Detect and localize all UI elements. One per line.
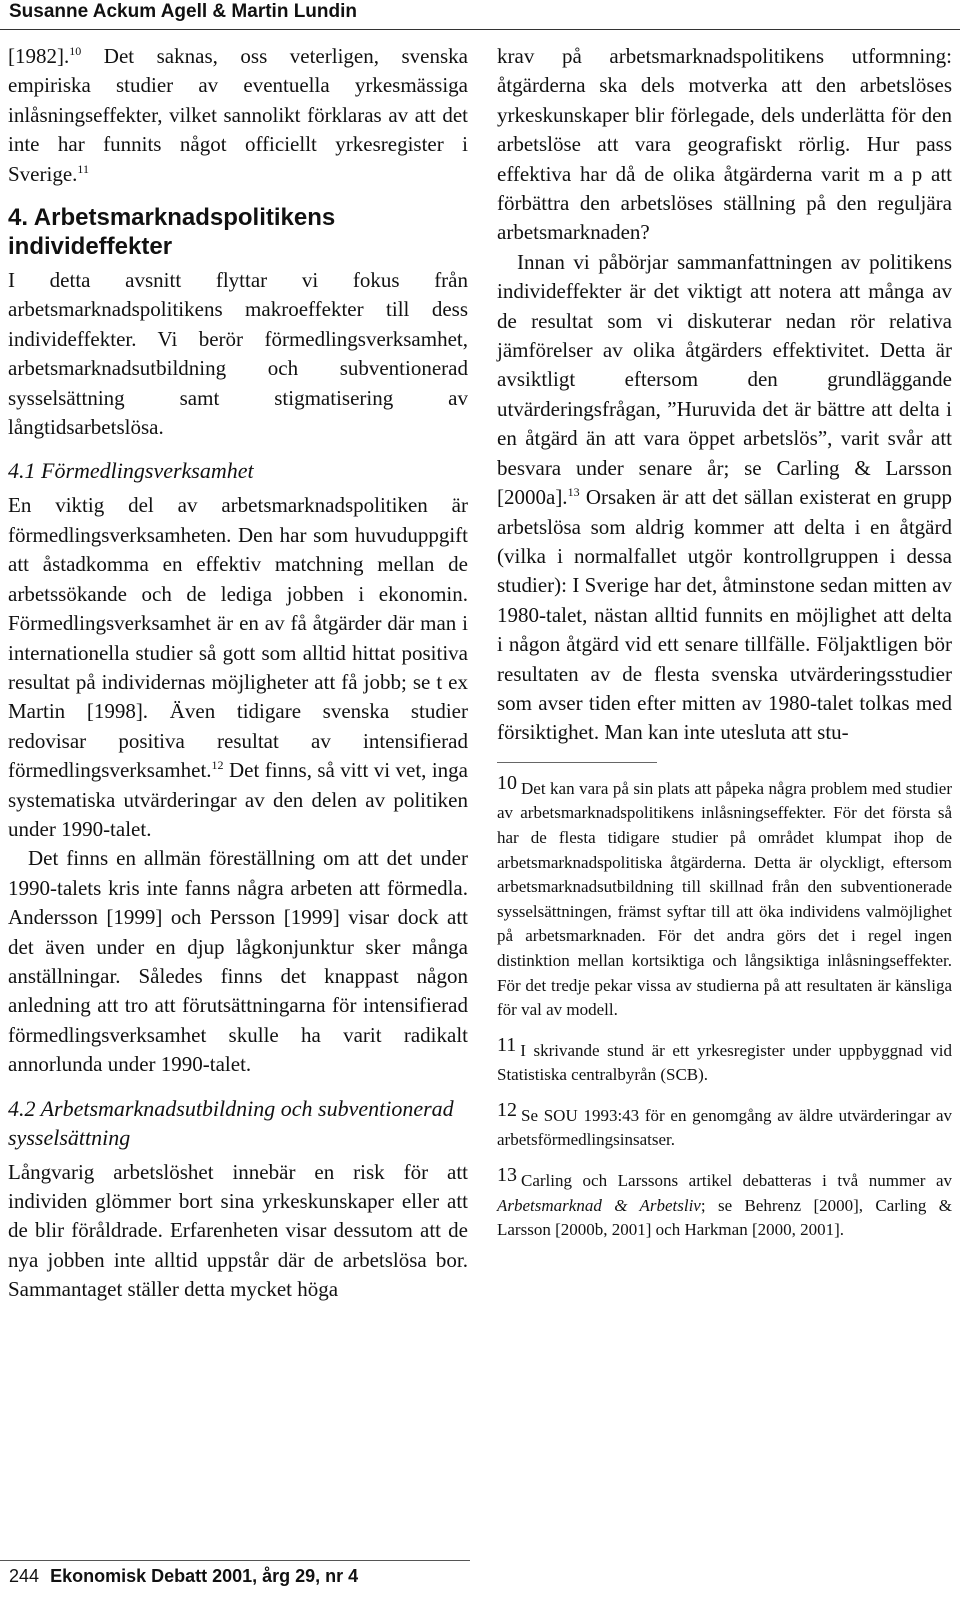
footnote-rule xyxy=(497,762,657,763)
footer-rule xyxy=(0,1560,470,1561)
subsection41-paragraph-1: En viktig del av arbetsmarknadspolitiken är förmedlingsverksamheten. Den har som huvuduppgift att åstadkomma en effektiv matchning mellan de arbetssökande och de lediga jobben i ekonomin. Förmedlingsverksamhet är en av få åtgärder där man i internationella studier så gott som alltid hittat positiva resultat på individernas möjligheter att få jobb; se t ex Martin [1998]. Även tidigare svenska studier redovisar positiva resultat av intensifierad förmedlingsverksamhet.$^{12}$ Det finns, så vitt vi vet, inga systematiska utvärderingar av den delen av politiken under 1990-talet. xyxy=(8,493,468,841)
intro-paragraph: [1982].$^{10}$ Det saknas, oss veterligen, svenska empiriska studier av eventuella yrkesmässiga inlåsningseffekter, vilket sannolikt förklaras av att det inte har funnits något officiellt yrkesregister i Sverige.$^{11}$ xyxy=(8,44,468,186)
page-footer xyxy=(9,1566,358,1587)
footnote-ref-10: 10 xyxy=(69,44,82,58)
continued-paragraph: krav på arbetsmarknadspolitikens utformning: åtgärderna ska dels motverka att den arbetslöses yrkeskunskaper blir förlegade, dels underlätta för den arbetslöse att vara geografiskt rörlig. Hur pass effektiva har då de olika åtgärderna varit m a p att förbättra den arbetslöses ställning på den reguljära arbetsmarknaden? xyxy=(497,44,952,245)
header-rule xyxy=(0,29,960,30)
page-number: 244 xyxy=(9,1566,40,1586)
footnote-ref-12: 12 xyxy=(211,758,224,773)
left-column xyxy=(8,42,468,1305)
footnote-ref-11: 11 xyxy=(77,161,89,176)
footnotes xyxy=(497,771,952,1243)
innan-paragraph: Innan vi påbörjar sammanfattningen av politikens individeffekter är det viktigt att notera att många av de resultat som vi diskuterar nedan rör relativa jämförelser av olika åtgärders effektivitet. Detta är avsiktligt eftersom den grundläggande utvärderingsfrågan, ”Huruvida det är bättre att delta i en åtgärd än att vara öppet arbetslös”, varit svår att besvara under senare år; se Carling & Larsson [2000a].$^{13}$ Orsaken är att det sällan existerat en grupp arbetslösa som aldrig kommer att delta i en åtgärd (vilka i normalfallet utgör kontrollgruppen i dessa studier): I Sverige har det, åtminstone sedan mitten av 1980-talet, nästan alltid funnits en möjlighet att delta i någon åtgärd vid ett senare tillfälle. Följaktligen bör resultaten av de flesta svenska utvärderingsstudier som avser tiden efter mitten av 1980-talet tolkas med försiktighet. Man kan inte utesluta att stu- xyxy=(497,249,952,745)
journal-title: Arbetsmarknad & Arbetsliv xyxy=(497,1195,701,1215)
subsection41-paragraph-2: Det finns en allmän föreställning om att det under 1990-talets kris inte fanns några arbeten att förmedla. Andersson [1999] och Persson [1999] visar dock att det även under en djup lågkonjunktur sker många anställningar. Således finns det knappast någon anledning att tro att förutsättningarna för intensifierad förmedlingsverksamhet skulle ha varit radikalt annorlunda under 1990-talet. xyxy=(8,846,468,1077)
section-heading-4: 4. Arbetsmarknadspolitikens individeffekter xyxy=(8,204,336,261)
footnote-13: 13 Carling och Larssons artikel debatteras i två nummer av Arbetsmarknad & Arbetsliv; se Behrenz [2000], Carling & Larsson [2000b, 2001] och Harkman [2000, 2001]. xyxy=(497,1164,952,1240)
footnote-12: 12 Se SOU 1993:43 för en genomgång av äldre utvärderingar av arbetsförmedlingsinsatser. xyxy=(497,1098,952,1150)
subsection-heading-4-1: 4.1 Förmedlingsverksamhet xyxy=(8,458,254,484)
running-head-authors: Susanne Ackum Agell & Martin Lundin xyxy=(9,1,358,22)
subsection42-paragraph: Långvarig arbetslöshet innebär en risk för att individen glömmer bort sina yrkeskunskaper eller att de blir föråldrade. Erfarenheten visar dessutom att de nya jobben inte alltid uppstår där de arbetslösa bor. Sammantaget ställer detta mycket höga xyxy=(8,1159,468,1302)
journal-name: Ekonomisk Debatt 2001, årg 29, nr 4 xyxy=(50,1566,359,1586)
footnote-10: 10 Det kan vara på sin plats att påpeka några problem med studier av arbetsmarknadspolitikens inlåsningseffekter. För det första så har de flesta tidigare studier på området klumpat ihop de arbetsmarknadspolitiska åtgärderna. Detta är olyckligt, eftersom arbetsmarknadsutbildning till skillnad från den subventionerade sysselsättningen, främst syftar till att öka individens valmöjlighet på arbetsmarknaden. För det andra görs det i regel ingen distinktion mellan kortsiktiga och långsiktiga inlåsningseffekter. För det tredje pekar vissa av studierna på att resultaten är känsliga för val av modell. xyxy=(497,771,952,1020)
section4-paragraph: I detta avsnitt flyttar vi fokus från arbetsmarknadspolitikens makroeffekter till dess individeffekter. Vi berör förmedlingsverksamhet, arbetsmarknadsutbildning och subventionerad sysselsättning samt stigmatisering av långtidsarbetslösa. xyxy=(8,268,468,440)
footnote-ref-13: 13 xyxy=(567,485,580,500)
footnote-11: 11 I skrivande stund är ett yrkesregister under uppbyggnad vid Statistiska centralbyrån (SCB). xyxy=(497,1033,952,1085)
subsection-heading-4-2: 4.2 Arbetsmarknadsutbildning och subventionerad sysselsättning xyxy=(8,1095,454,1150)
right-column xyxy=(497,42,952,1259)
